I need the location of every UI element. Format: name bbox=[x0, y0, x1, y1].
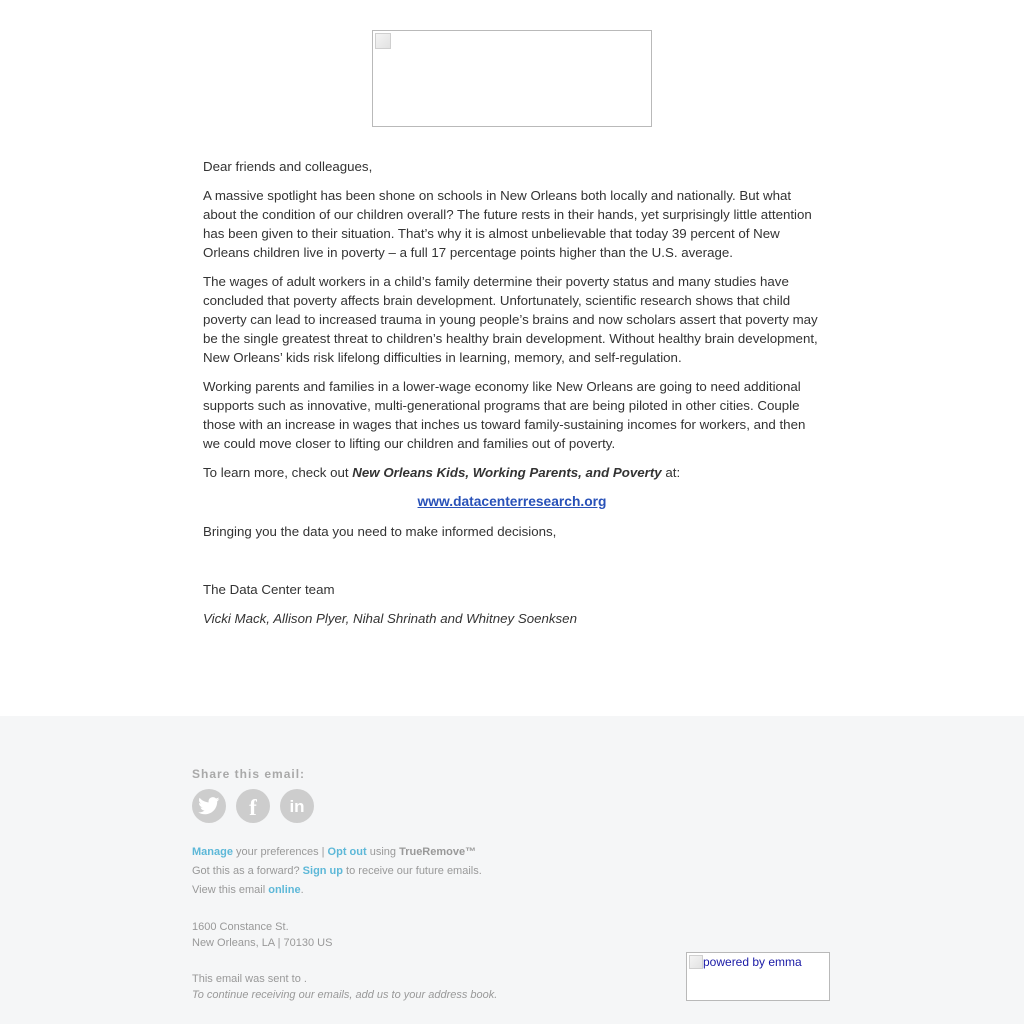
report-title: New Orleans Kids, Working Parents, and Poverty bbox=[352, 465, 662, 480]
address-line-1: 1600 Constance St. bbox=[192, 921, 289, 933]
sent-notice bbox=[192, 971, 497, 1003]
forward-text: Got this as a forward? bbox=[192, 865, 303, 877]
address-line-2: New Orleans, LA | 70130 US bbox=[192, 937, 333, 949]
manage-text: your preferences | bbox=[232, 846, 328, 858]
facebook-icon[interactable] bbox=[236, 789, 270, 823]
manage-link[interactable]: Manage bbox=[192, 846, 233, 858]
paragraph-wages: The wages of adult workers in a child’s family determine their poverty status and many studies have concluded that poverty affects brain development. Unfortunately, scientific research shows that child poverty can lead to increased trauma in young people’s brains and now scholars assert that poverty may be the single greatest threat to children’s healthy brain development. Without healthy brain development, New Orleans’ kids risk lifelong difficulties in learning, memory, and self-regulation. bbox=[203, 274, 818, 365]
letter-body bbox=[203, 157, 821, 638]
email-footer bbox=[0, 716, 1024, 1024]
paragraph-working-parents: Working parents and families in a lower-wage economy like New Orleans are going to need additional supports such as innovative, multi-generational programs that are being piloted in other cities. Couple those with an increase in wages that inches us toward family-sustaining incomes for workers, and then we could move closer to lifting our children and families out of poverty. bbox=[203, 379, 806, 451]
powered-by-emma-badge[interactable] bbox=[686, 952, 830, 1001]
share-label: Share this email: bbox=[192, 767, 306, 781]
greeting: Dear friends and colleagues, bbox=[203, 159, 373, 174]
trueremove-label: TrueRemove™ bbox=[399, 846, 477, 858]
view-text: View this email bbox=[192, 884, 269, 896]
forward-line bbox=[192, 862, 482, 881]
broken-image-icon bbox=[375, 33, 391, 49]
opt-out-link[interactable]: Opt out bbox=[327, 846, 367, 858]
view-suffix: . bbox=[300, 884, 304, 896]
linkedin-icon[interactable] bbox=[280, 789, 314, 823]
signature-spacer bbox=[203, 551, 821, 580]
website-link[interactable]: www.datacenterresearch.org bbox=[417, 494, 607, 509]
header-image-placeholder bbox=[372, 30, 652, 127]
signature: The Data Center team bbox=[203, 582, 335, 597]
learn-more-suffix: at: bbox=[661, 465, 681, 480]
view-online-line bbox=[192, 881, 482, 900]
address-book-note: To continue receiving our emails, add us to your address book. bbox=[192, 989, 498, 1001]
website-link-line bbox=[203, 492, 821, 511]
closing-line: Bringing you the data you need to make informed decisions, bbox=[203, 524, 557, 539]
footer-links bbox=[192, 843, 482, 900]
learn-more-line bbox=[203, 463, 821, 482]
twitter-icon[interactable] bbox=[192, 789, 226, 823]
sent-to-text: This email was sent to . bbox=[192, 973, 307, 985]
linkedin-glyph: in bbox=[289, 796, 305, 816]
signup-suffix: to receive our future emails. bbox=[343, 865, 482, 877]
sign-up-link[interactable]: Sign up bbox=[302, 865, 343, 877]
preferences-line bbox=[192, 843, 482, 862]
twitter-bird-icon bbox=[198, 797, 220, 815]
powered-by-alt-text: powered by emma bbox=[703, 955, 802, 969]
postal-address bbox=[192, 919, 332, 951]
facebook-glyph: f bbox=[249, 795, 257, 820]
using-text: using bbox=[366, 846, 400, 858]
learn-more-prefix: To learn more, check out bbox=[203, 465, 353, 480]
signers: Vicki Mack, Allison Plyer, Nihal Shrinath and Whitney Soenksen bbox=[203, 611, 577, 626]
broken-image-icon bbox=[689, 955, 703, 969]
view-online-link[interactable]: online bbox=[268, 884, 301, 896]
paragraph-spotlight: A massive spotlight has been shone on schools in New Orleans both locally and nationally. But what about the condition of our children overall? The future rests in their hands, yet surprisingly little attention has been given to their situation. That’s why it is almost unbelievable that today 39 percent of New Orleans children live in poverty – a full 17 percentage points higher than the U.S. average. bbox=[203, 188, 812, 260]
